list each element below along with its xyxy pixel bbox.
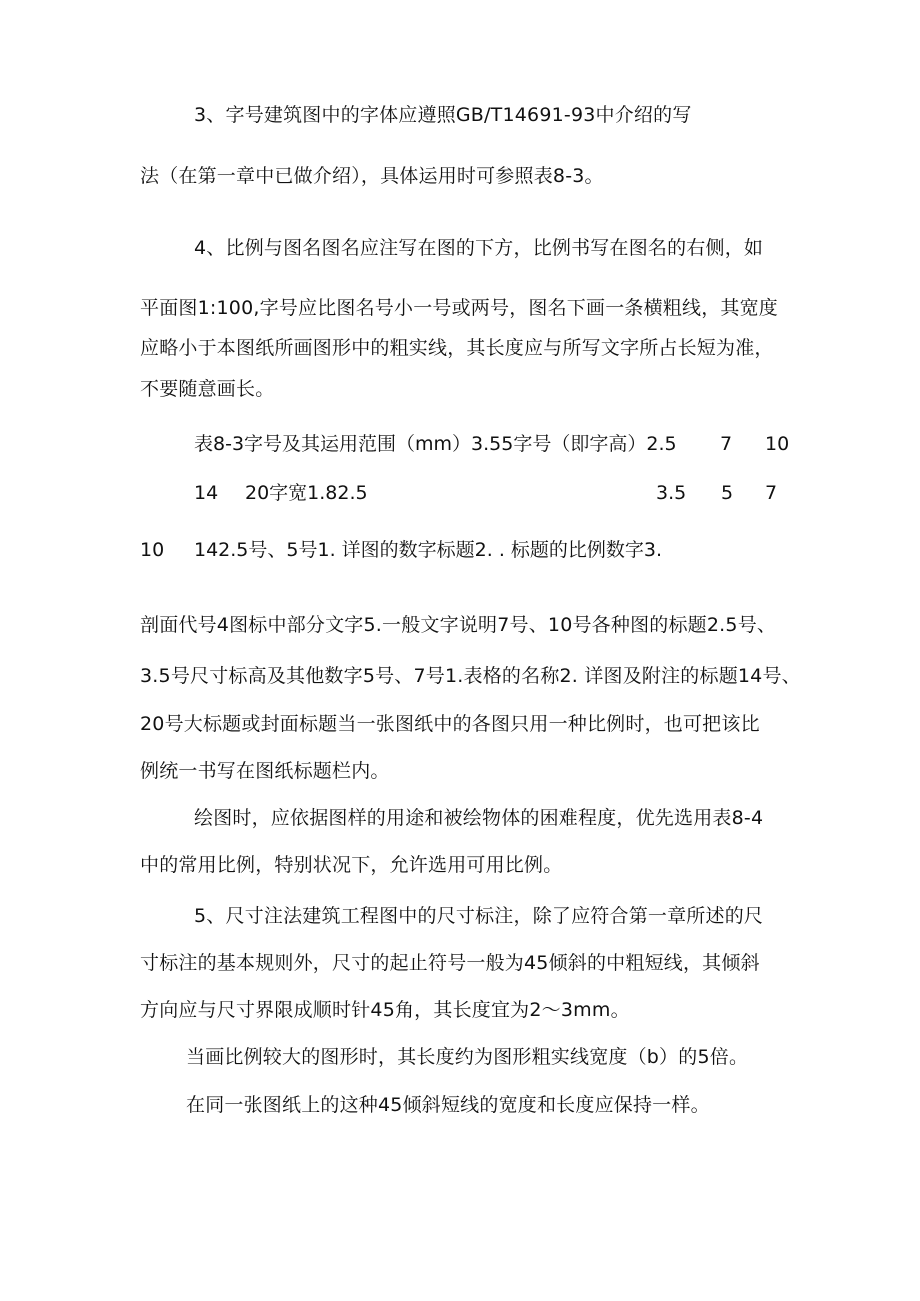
table-row-3-text: 142.5号、5号1. 详图的数字标题2. . 标题的比例数字3. xyxy=(194,539,663,561)
paragraph-5-line-1: 5、尺寸注法建筑工程图中的尺寸标注，除了应符合第一章所述的尺 xyxy=(194,905,764,927)
drawing-scale-line-1: 绘图时，应依据图样的用途和被绘物体的困难程度，优先选用表8-4 xyxy=(194,807,764,829)
paragraph-5-line-3: 方向应与尺寸界限成顺时针45角，其长度宜为2～3mm。 xyxy=(140,999,630,1021)
table-row-1-value-10: 10 xyxy=(765,433,790,455)
paragraph-4-line-4: 不要随意画长。 xyxy=(140,378,275,400)
paragraph-4-line-3: 应略小于本图纸所画图形中的粗实线，其长度应与所写文字所占长短为准， xyxy=(140,337,774,359)
table-row-1-text: 表8-3字号及其运用范围（mm）3.55字号（即字高）2.5 xyxy=(194,433,677,455)
dimension-consistency-note: 在同一张图纸上的这种45倾斜短线的宽度和长度应保持一样。 xyxy=(186,1094,710,1116)
dimension-length-note: 当画比例较大的图形时，其长度约为图形粗实线宽度（b）的5倍。 xyxy=(186,1046,749,1068)
paragraph-4-line-2: 平面图1:100,字号应比图名号小一号或两号，图名下画一条横粗线，其宽度 xyxy=(140,297,778,319)
table-row-2-text: 20字宽1.82.5 xyxy=(245,482,368,504)
table-row-2-value-3-5: 3.5 xyxy=(656,482,687,504)
table-notes-line-3: 20号大标题或封面标题当一张图纸中的各图只用一种比例时，也可把该比 xyxy=(140,713,760,735)
table-notes-line-2: 3.5号尺寸标高及其他数字5号、7号1.表格的名称2. 详图及附注的标题14号、 xyxy=(140,665,801,687)
paragraph-5-line-2: 寸标注的基本规则外，尺寸的起止符号一般为45倾斜的中粗短线，其倾斜 xyxy=(140,952,760,974)
paragraph-4-line-1: 4、比例与图名图名应注写在图的下方，比例书写在图名的右侧，如 xyxy=(194,237,764,259)
table-row-2-value-5: 5 xyxy=(721,482,734,504)
table-row-1-value-7: 7 xyxy=(720,433,733,455)
drawing-scale-line-2: 中的常用比例，特别状况下，允许选用可用比例。 xyxy=(140,854,563,876)
table-row-2-value-14: 14 xyxy=(194,482,219,504)
table-row-3-value-10: 10 xyxy=(140,539,165,561)
table-notes-line-4: 例统一书写在图纸标题栏内。 xyxy=(140,760,390,782)
table-notes-line-1: 剖面代号4图标中部分文字5.一般文字说明7号、10号各种图的标题2.5号、 xyxy=(140,614,777,636)
paragraph-3-line-2: 法（在第一章中已做介绍），具体运用时可参照表8-3。 xyxy=(140,165,604,187)
table-row-2-value-7: 7 xyxy=(765,482,778,504)
paragraph-3-line-1: 3、字号建筑图中的字体应遵照GB/T14691-93中介绍的写 xyxy=(194,104,692,126)
